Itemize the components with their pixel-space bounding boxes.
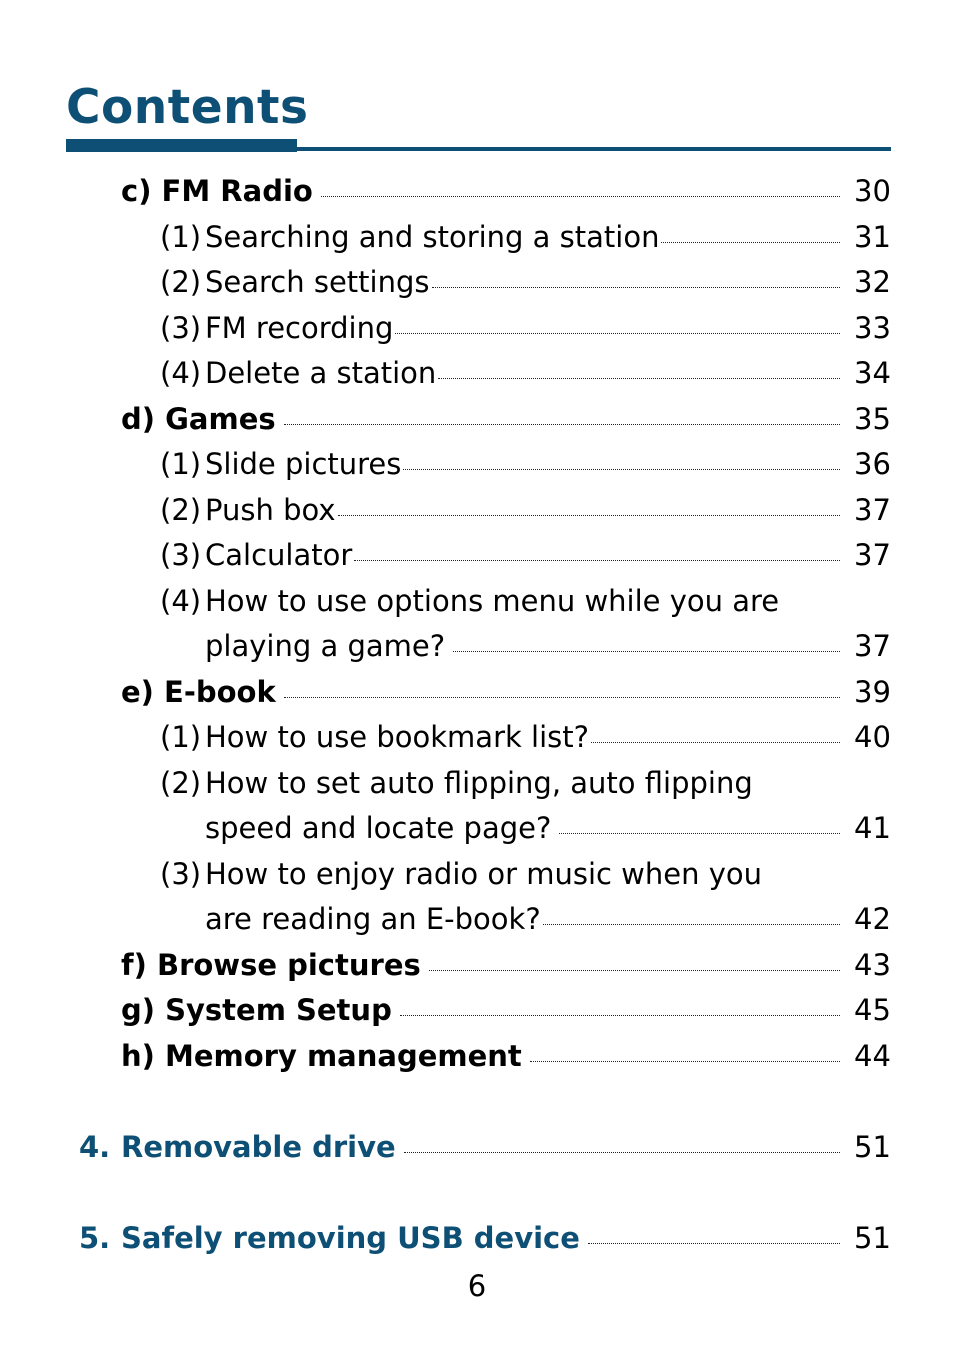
toc-page-number: 40 (854, 720, 891, 754)
toc-entry-label: Calculator (205, 538, 353, 572)
toc-entry-radio-music-line1[interactable] (160, 854, 762, 894)
toc-leader (438, 378, 840, 379)
toc-leader (432, 287, 841, 288)
toc-entry-label-cont: are reading an E-book? (205, 902, 541, 936)
toc-entry-number: (4) (160, 584, 202, 618)
toc-chapter-removable-drive[interactable] (79, 1127, 890, 1167)
toc-entry-fm-radio[interactable] (121, 171, 890, 211)
toc-entry-number: (3) (160, 311, 202, 345)
toc-page-number: 30 (854, 174, 891, 208)
toc-page-number: 37 (854, 629, 891, 663)
toc-leader (395, 333, 840, 334)
toc-page-number: 37 (854, 538, 891, 572)
toc-page-number: 33 (854, 311, 891, 345)
toc-chapter-number: 5. (79, 1221, 111, 1255)
toc-entry-fm-recording[interactable] (160, 308, 890, 348)
toc-page-number: 43 (854, 948, 891, 982)
toc-entry-games[interactable] (121, 399, 890, 439)
toc-leader (543, 924, 840, 925)
toc-leader (354, 560, 840, 561)
toc-leader (530, 1061, 840, 1062)
toc-entry-label: g) System Setup (121, 993, 392, 1027)
toc-leader (429, 970, 840, 971)
toc-entry-label: How to enjoy radio or music when you (205, 857, 763, 891)
toc-page-number: 37 (854, 493, 891, 527)
toc-page-number: 45 (854, 993, 891, 1027)
toc-entry-label: c) FM Radio (121, 174, 313, 208)
toc-leader (661, 242, 840, 243)
toc-leader (284, 424, 840, 425)
toc-page-number: 31 (854, 220, 891, 254)
toc-entry-number: (2) (160, 265, 202, 299)
toc-leader (404, 1152, 840, 1153)
toc-entry-label: FM recording (205, 311, 394, 345)
toc-entry-delete-station[interactable] (160, 353, 890, 393)
toc-entry-radio-music[interactable] (205, 899, 890, 939)
toc-entry-label: e) E-book (121, 675, 276, 709)
toc-leader (588, 1243, 840, 1244)
toc-entry-number: (3) (160, 857, 202, 891)
page-number: 6 (467, 1269, 487, 1303)
toc-entry-label-cont: playing a game? (205, 629, 446, 663)
toc-entry-slide-pictures[interactable] (160, 444, 890, 484)
toc-entry-auto-flipping[interactable] (205, 808, 890, 848)
toc-page-number: 44 (854, 1039, 891, 1073)
toc-entry-number: (4) (160, 356, 202, 390)
toc-entry-label: Search settings (205, 265, 430, 299)
toc-entry-label: f) Browse pictures (121, 948, 421, 982)
toc-leader (559, 833, 840, 834)
toc-leader (338, 515, 841, 516)
toc-page-number: 35 (854, 402, 891, 436)
toc-entry-label: Slide pictures (205, 447, 402, 481)
toc-entry-label: How to set auto flipping, auto flipping (205, 766, 753, 800)
toc-entry-calculator[interactable] (160, 535, 890, 575)
toc-leader (321, 196, 840, 197)
toc-entry-browse-pictures[interactable] (121, 945, 890, 985)
toc-leader (591, 742, 840, 743)
toc-entry-number: (3) (160, 538, 202, 572)
toc-leader (453, 651, 840, 652)
page-title: Contents (66, 80, 309, 135)
toc-entry-search-settings[interactable] (160, 262, 890, 302)
toc-entry-bookmark-list[interactable] (160, 717, 890, 757)
toc-page-number: 32 (854, 265, 891, 299)
toc-entry-auto-flipping-line1[interactable] (160, 763, 753, 803)
toc-page-number: 36 (854, 447, 891, 481)
toc-entry-number: (2) (160, 766, 202, 800)
toc-leader (284, 697, 840, 698)
toc-entry-searching-storing[interactable] (160, 217, 890, 257)
toc-entry-label: Searching and storing a station (205, 220, 660, 254)
toc-entry-system-setup[interactable] (121, 990, 890, 1030)
toc-page-number: 39 (854, 675, 891, 709)
toc-page-number: 34 (854, 356, 891, 390)
toc-entry-options-menu[interactable] (205, 626, 890, 666)
toc-page-number: 51 (854, 1221, 891, 1255)
toc-entry-memory-management[interactable] (121, 1036, 890, 1076)
toc-entry-number: (1) (160, 447, 202, 481)
toc-entry-label: h) Memory management (121, 1039, 522, 1073)
toc-entry-label: Push box (205, 493, 336, 527)
toc-entry-number: (1) (160, 220, 202, 254)
toc-chapter-label: Removable drive (121, 1130, 396, 1164)
toc-leader (403, 469, 840, 470)
toc-entry-label: How to use bookmark list? (205, 720, 589, 754)
toc-entry-push-box[interactable] (160, 490, 890, 530)
toc-entry-label: Delete a station (205, 356, 437, 390)
toc-entry-e-book[interactable] (121, 672, 890, 712)
toc-page-number: 41 (854, 811, 891, 845)
toc-entry-number: (2) (160, 493, 202, 527)
toc-chapter-number: 4. (79, 1130, 111, 1164)
toc-entry-options-menu-line1[interactable] (160, 581, 779, 621)
toc-chapter-label: Safely removing USB device (121, 1221, 580, 1255)
toc-page-number: 42 (854, 902, 891, 936)
toc-entry-label: d) Games (121, 402, 276, 436)
toc-chapter-safely-removing-usb[interactable] (79, 1218, 890, 1258)
toc-entry-number: (1) (160, 720, 202, 754)
toc-page-number: 51 (854, 1130, 891, 1164)
toc-entry-label: How to use options menu while you are (205, 584, 780, 618)
toc-leader (400, 1015, 840, 1016)
toc-entry-label-cont: speed and locate page? (205, 811, 552, 845)
